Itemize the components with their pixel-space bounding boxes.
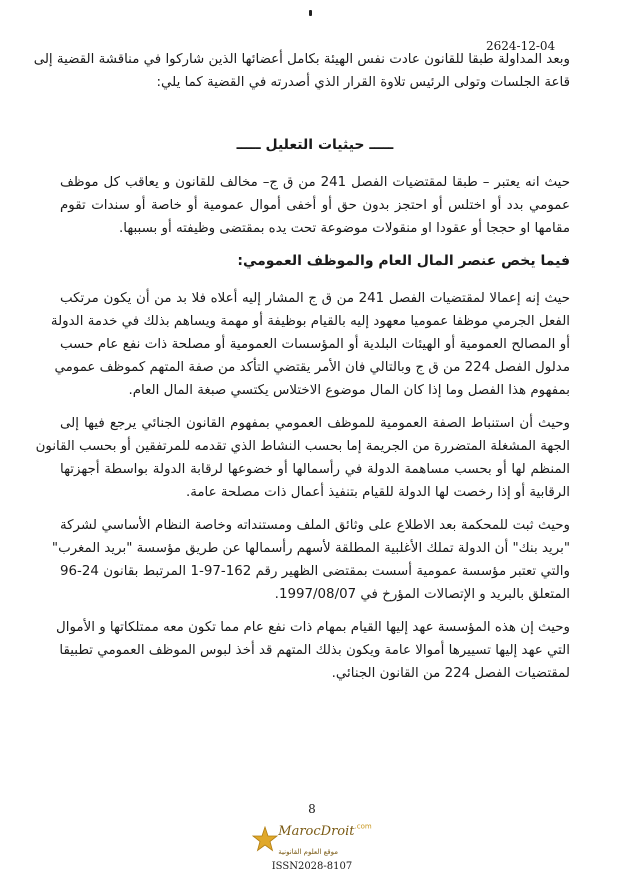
text-line: "بريد بنك" أن الدولة تملك الأغلبية المطلقة لأسهم رأسمالها عن طريق مؤسسة "بريد المغرب" xyxy=(51,541,570,556)
text-line: التي عهد إليها تسييرها أموالا عامة ويكون بذلك المتهم قد أخذ لبوس الموظف العمومي تطبيقا xyxy=(59,643,570,658)
page-footer xyxy=(0,802,624,872)
text-line: حيث إنه إعمالا لمقتضيات الفصل 241 من ق ج المشار إليه أعلاه فلا بد من أن يكون مرتكب xyxy=(60,291,570,306)
reasoning-paragraph xyxy=(60,171,570,240)
text-line: الرقابية أو إذا رخصت لها الدولة للقيام بتنفيذ أعمال ذات مصلحة عامة. xyxy=(185,485,570,500)
section-heading: ـــــ حيثيات التعليل ـــــ xyxy=(236,137,394,153)
document-date: 2624-12-04 xyxy=(486,39,556,53)
text-line: لمقتضيات الفصل 224 من القانون الجنائي. xyxy=(331,666,570,681)
paragraph-2 xyxy=(35,412,570,504)
text-line: قاعة الجلسات وتولى الرئيس تلاوة القرار الذي أصدرته في القضية كما يلي: xyxy=(156,75,570,90)
text-line: المنظم لها أو بحسب مساهمة الدولة في رأسمالها أو خضوعها لرقابة الدولة بواسطة أجهزتها xyxy=(60,462,570,477)
text-line: وحيث ثبت للمحكمة بعد الاطلاع على وثائق الملف ومستنداته وخاصة النظام الأساسي لشركة xyxy=(60,518,570,533)
text-line: الفعل الجرمي موظفا عموميا معهود إليه بالقيام بوظيفة أو مهمة ويساهم بذلك في خدمة الدولة xyxy=(50,314,570,329)
text-line: مدلول الفصل 224 من ق ج وبالتالي فان الأمر يقتضي التأكد من صفة المتهم كموظف عمومي xyxy=(54,360,570,375)
intro-paragraph xyxy=(33,48,570,94)
logo-name: MarocDroit xyxy=(278,824,355,839)
text-line: وحيث إن هذه المؤسسة عهد إليها القيام بمهام ذات نفع عام مما تكون معه ممتلكاتها و الأموال xyxy=(56,620,570,635)
text-line: عمومي بدد أو اختلس أو احتجز بدون حق أو أخفى أموال عمومية أو خاصة أو سندات تقوم xyxy=(60,198,570,213)
text-line: المتعلق بالبريد و الإتصالات المؤرخ في 1997/08/07. xyxy=(274,587,570,602)
text-line: بمفهوم هذا الفصل وما إذا كان المال موضوع الاختلاس يكتسي صبغة المال العام. xyxy=(128,383,570,398)
text-line: الجهة المشغلة المتضررة من الجريمة إما بحسب النشاط الذي تقدمه للمرتفقين أو بحسب القانون xyxy=(35,439,570,454)
page-number: 8 xyxy=(308,802,316,816)
star-icon xyxy=(252,826,278,852)
issn-number: ISSN2028-8107 xyxy=(271,861,353,872)
logo-text xyxy=(278,820,371,858)
text-line: وحيث أن استنباط الصفة العمومية للموظف العمومي بمفهوم القانون الجنائي يرجع فيها إلى xyxy=(60,416,570,431)
text-line: حيث انه يعتبر – طبقا لمقتضيات الفصل 241 من ق ج– مخالف للقانون و يعاقب كل موظف xyxy=(60,175,570,190)
paragraph-1 xyxy=(50,287,570,402)
paragraph-3 xyxy=(51,514,570,606)
document-body xyxy=(33,48,570,695)
paragraph-4 xyxy=(56,616,570,685)
logo-domain: .com xyxy=(354,822,372,831)
text-line: والتي تعتبر مؤسسة عمومية أسست بمقتضى الظهير رقم 162-97-1 المرتبط بقانون 24-96 xyxy=(60,564,570,579)
text-line: وبعد المداولة طبقا للقانون عادت نفس الهيئة بكامل أعضائها الذين شاركوا في مناقشة القضية إلى xyxy=(33,52,570,67)
top-mark xyxy=(309,10,312,16)
text-line: أو المصالح العمومية أو الهيئات البلدية أو المؤسسات العمومية أو مصلحة ذات نفع عام حسب xyxy=(60,337,570,352)
marocdroit-logo xyxy=(252,820,371,858)
subsection-heading: فيما يخص عنصر المال العام والموظف العمومي: xyxy=(237,253,570,269)
text-line: مقامها او حججا أو عقودا او منقولات موضوعة تحت يده بمقتضى وظيفته أو بسببها. xyxy=(118,221,570,236)
logo-tagline: موقع العلوم القانونية xyxy=(278,848,339,856)
